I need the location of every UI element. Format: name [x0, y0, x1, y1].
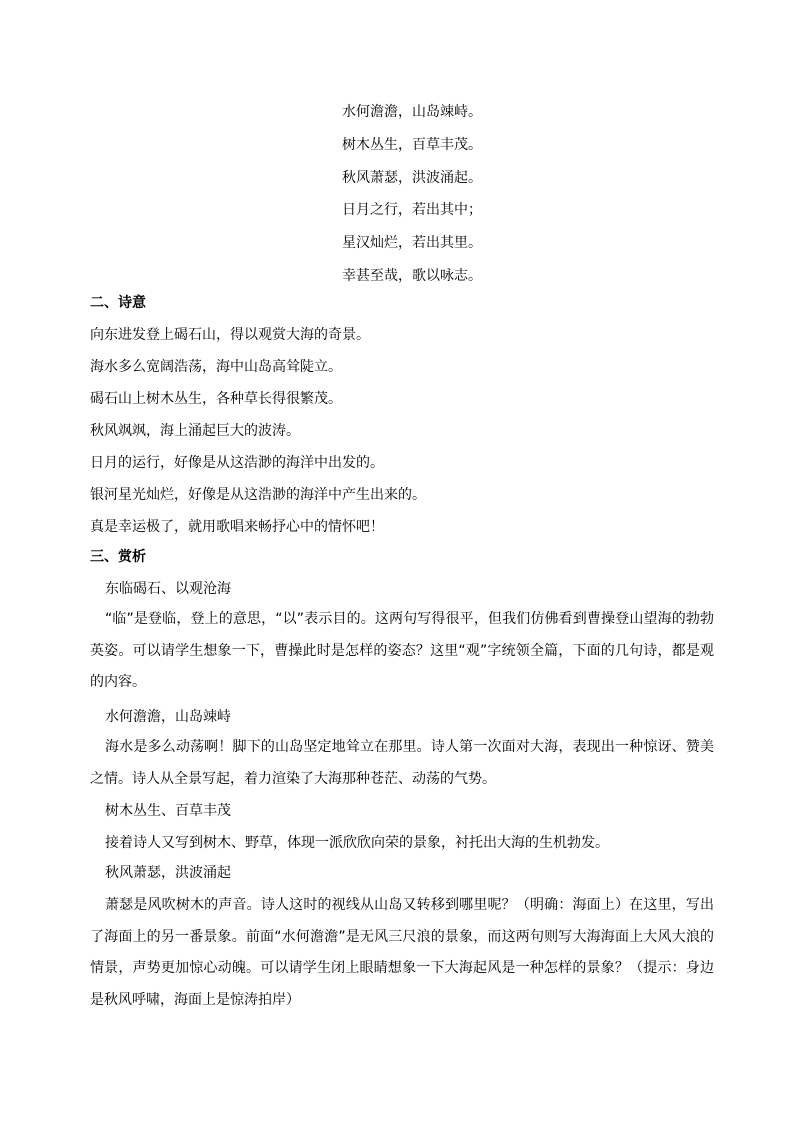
meaning-line: 银河星光灿烂，好像是从这浩渺的海洋中产生出来的。 [90, 487, 426, 503]
meaning-line: 碣石山上树木丛生，各种草长得很繁茂。 [90, 391, 342, 407]
section-heading-appreciation: 三、赏析 [90, 549, 146, 565]
appreciation-paragraph: 接着诗人又写到树木、野草，体现一派欣欣向荣的景象，衬托出大海的生机勃发。 [105, 835, 609, 851]
poem-line: 星汉灿烂，若出其里。 [342, 235, 482, 252]
poem-line: 秋风萧瑟，洪波涌起。 [342, 169, 482, 186]
poem-line: 幸甚至哉，歌以咏志。 [342, 267, 482, 284]
appreciation-subheading: 秋风萧瑟，洪波涌起 [105, 865, 231, 881]
meaning-line: 秋风飒飒，海上涌起巨大的波涛。 [90, 423, 300, 439]
poem-block [342, 100, 542, 297]
appreciation-subheading: 树木丛生、百草丰茂 [105, 803, 231, 819]
meaning-line: 日月的运行，好像是从这浩渺的海洋中出发的。 [90, 455, 384, 471]
appreciation-subheading: 水何澹澹，山岛竦峙 [105, 709, 231, 725]
poem-line: 日月之行，若出其中； [342, 202, 482, 219]
meaning-line: 真是幸运极了，就用歌唱来畅抒心中的情怀吧！ [90, 519, 384, 535]
appreciation-paragraph: 萧瑟是风吹树木的声音。诗人这时的视线从山岛又转移到哪里呢？（明确：海面上）在这里，写出了海面上的另一番景象。前面“水何澹澹”是无风三尺浪的景象，而这两句则写大海海面上大风大浪的情景，声势更加惊心动魄。可以请学生闭上眼睛想象一下大海起风是一种怎样的景象？（提示：身边是秋风呼啸，海面上是惊涛拍岸） [90, 897, 714, 1008]
poem-line: 树木丛生，百草丰茂。 [342, 136, 482, 153]
appreciation-subheading: 东临碣石、以观沧海 [105, 581, 231, 597]
appreciation-paragraph: “临”是登临，登上的意思，“以”表示目的。这两句写得很平，但我们仿佛看到曹操登山望海的勃勃英姿。可以请学生想象一下，曹操此时是怎样的姿态？这里“观”字统领全篇，下面的几句诗，都是观的内容。 [90, 611, 714, 690]
section-heading-meaning: 二、诗意 [90, 295, 146, 311]
appreciation-paragraph: 海水是多么动荡啊！脚下的山岛坚定地耸立在那里。诗人第一次面对大海，表现出一种惊讶、赞美之情。诗人从全景写起，着力渲染了大海那种苍茫、动荡的气势。 [90, 739, 714, 787]
meaning-line: 海水多么宽阔浩荡，海中山岛高耸陡立。 [90, 359, 342, 375]
meaning-line: 向东进发登上碣石山，得以观赏大海的奇景。 [90, 327, 370, 343]
poem-line: 水何澹澹，山岛竦峙。 [342, 104, 482, 120]
